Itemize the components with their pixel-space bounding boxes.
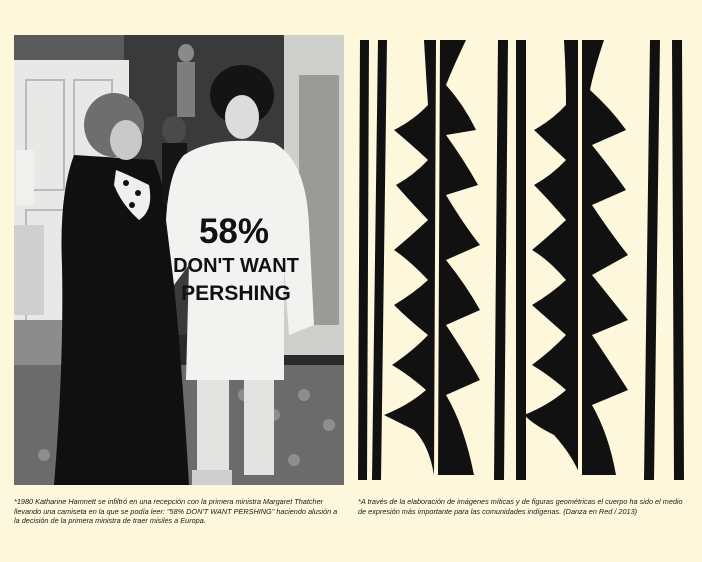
zigzag-band-right (524, 40, 628, 475)
pattern-illustration (354, 35, 688, 485)
shirt-text-line3: PERSHING (181, 282, 291, 305)
lamp-shade (16, 150, 34, 205)
vase (14, 225, 44, 315)
geometric-pattern (354, 35, 688, 485)
background-statue (177, 62, 195, 117)
stripe-6 (672, 40, 684, 480)
caption-left: *1980 Katharine Hamnett se infiltró en una recepción con la primera ministra Margaret Thatcher llevando una camiseta en la que se podía leer: "58% DON'T WANT PERSHING" haciendo alusión a la decisión de la primera ministra de traer misiles a Europa. (14, 497, 338, 526)
rail-right (578, 40, 582, 475)
photo-illustration (14, 35, 344, 485)
left-leg (197, 380, 229, 475)
stripe-2 (372, 40, 387, 480)
stripe-1 (358, 40, 369, 480)
right-leg (244, 380, 274, 475)
shirt-text-line2: DON'T WANT (173, 255, 299, 277)
shirt-text-percent: 58% (198, 212, 270, 251)
zigzag-band-left (384, 40, 480, 475)
stripe-4 (516, 40, 526, 480)
woman-right-face (225, 95, 259, 139)
historical-photo (14, 35, 344, 485)
stripe-5 (644, 40, 660, 480)
caption-right: *A través de la elaboración de imágenes míticas y de figuras geométricas el cuerpo ha sido el medio de expresión más importante para las comunidades indígenas. (Danza en Red / 2013) (358, 497, 683, 516)
stripe-3 (494, 40, 508, 480)
